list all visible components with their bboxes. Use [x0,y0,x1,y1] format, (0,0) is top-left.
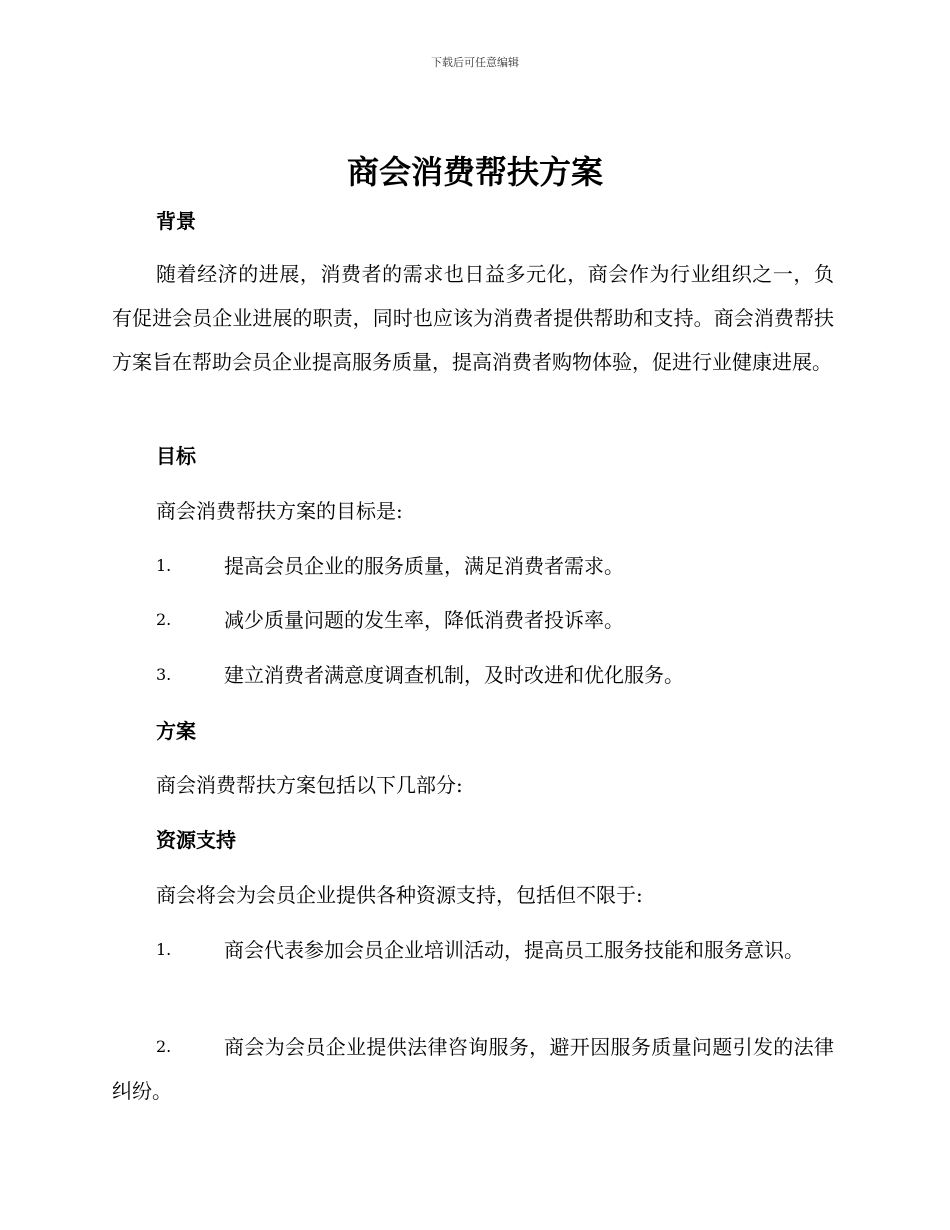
background-paragraph: 随着经济的进展，消费者的需求也日益多元化，商会作为行业组织之一，负有促进会员企业进展的职责，同时也应该为消费者提供帮助和支持。商会消费帮扶方案旨在帮助会员企业提高服务质量，提高消费者购物体验，促进行业健康进展。 [112,262,834,374]
goals-intro: 商会消费帮扶方案的目标是: [156,499,403,523]
goal-item [112,598,834,642]
page-header-note: 下载后可任意编辑 [431,56,519,69]
list-number: 2. [156,610,172,629]
heading-goals: 目标 [156,444,196,468]
list-number: 2. [156,1037,172,1056]
plan-intro: 商会消费帮扶方案包括以下几部分: [156,773,463,797]
resource-item [112,928,834,972]
list-text: 商会为会员企业提供法律咨询服务，避开因服务质量问题引发的法律纠纷。 [112,1035,834,1103]
document-title: 商会消费帮扶方案 [346,153,603,191]
goal-item [112,544,834,588]
goal-item [112,653,834,697]
list-number: 1. [156,940,172,959]
resource-item [112,1025,834,1113]
list-text: 商会代表参加会员企业培训活动，提高员工服务技能和服务意识。 [224,938,804,962]
heading-resources: 资源支持 [156,828,236,852]
heading-plan: 方案 [156,719,196,743]
list-number: 3. [156,665,172,684]
list-text: 建立消费者满意度调查机制，及时改进和优化服务。 [224,663,684,687]
list-number: 1. [156,556,172,575]
heading-background: 背景 [156,209,196,233]
resources-intro: 商会将会为会员企业提供各种资源支持，包括但不限于: [156,883,643,907]
list-text: 提高会员企业的服务质量，满足消费者需求。 [224,554,624,578]
list-text: 减少质量问题的发生率，降低消费者投诉率。 [224,608,624,632]
